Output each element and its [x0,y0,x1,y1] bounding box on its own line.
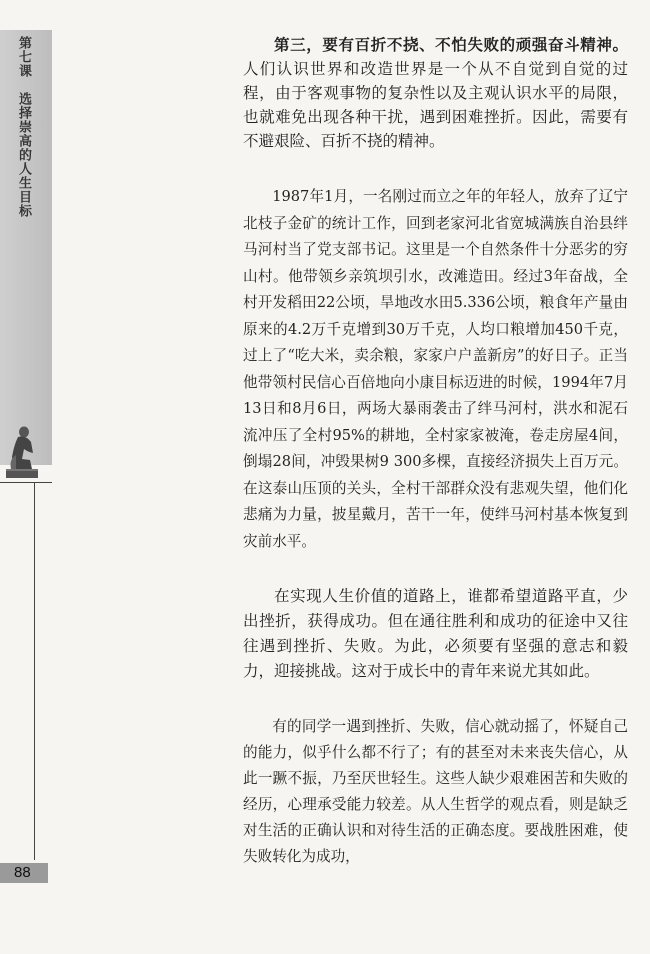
body-text [243,33,628,870]
thinker-statue-icon [4,425,40,479]
paragraph-principle-body: 人们认识世界和改造世界是一个从不自觉到自觉的过程，由于客观事物的复杂性以及主观认识水平的局限，也就难免出现各种干扰，遇到困难挫折。因此，需要有不避艰险、百折不挠的精神。 [243,60,628,150]
page-number: 88 [14,864,31,881]
margin-rule-horizontal [0,482,52,483]
paragraph-case-story: 1987年1月，一名刚过而立之年的年轻人，放弃了辽宁北枝子金矿的统计工作，回到老家河北省宽城满族自治县绊马河村当了党支部书记。这里是一个自然条件十分恶劣的穷山村。他带领乡亲筑坝引水，改滩造田。经过3年奋战，全村开发稻田22公顷，旱地改水田5.336公顷，粮食年产量由原来的4.2万千克增到30万千克，人均口粮增加450千克，过上了“吃大米，卖余粮，家家户户盖新房”的好日子。正当他带领村民信心百倍地向小康目标迈进的时候，1994年7月13日和8月6日，两场大暴雨袭击了绊马河村，洪水和泥石流冲压了全村95%的耕地，全村家家被淹，卷走房屋4间，倒塌28间，冲毁果树9 300多棵，直接经济损失上百万元。在这泰山压顶的关头，全村干部群众没有悲观失望，他们化悲痛为力量，披星戴月，苦干一年，使绊马河村基本恢复到灾前水平。 [243,188,628,550]
paragraph-perseverance: 在实现人生价值的道路上，谁都希望道路平直，少出挫折，获得成功。但在通往胜利和成功的征途中又往往遇到挫折、失败。为此，必须要有坚强的意志和毅力，迎接挑战。这对于成长中的青年来说尤其如此。 [243,587,628,680]
lesson-title: 选择崇高的人生目标 [16,92,31,218]
paragraph-setbacks: 有的同学一遇到挫折、失败，信心就动摇了，怀疑自己的能力，似乎什么都不行了；有的甚至对未来丧失信心，从此一蹶不振，乃至厌世轻生。这些人缺少艰难困苦和失败的经历，心理承受能力较差。从人生哲学的观点看，则是缺乏对生活的正确认识和对待生活的正确态度。要战胜困难，使失败转化为成功， [243,718,628,865]
margin-rule-vertical [34,482,35,860]
chapter-sidebar-title [12,36,32,218]
paragraph-principle [243,33,628,153]
paragraph-principle-heading: 第三，要有百折不挠、不怕失败的顽强奋斗精神。 [274,36,628,54]
lesson-number: 第七课 [16,36,31,78]
